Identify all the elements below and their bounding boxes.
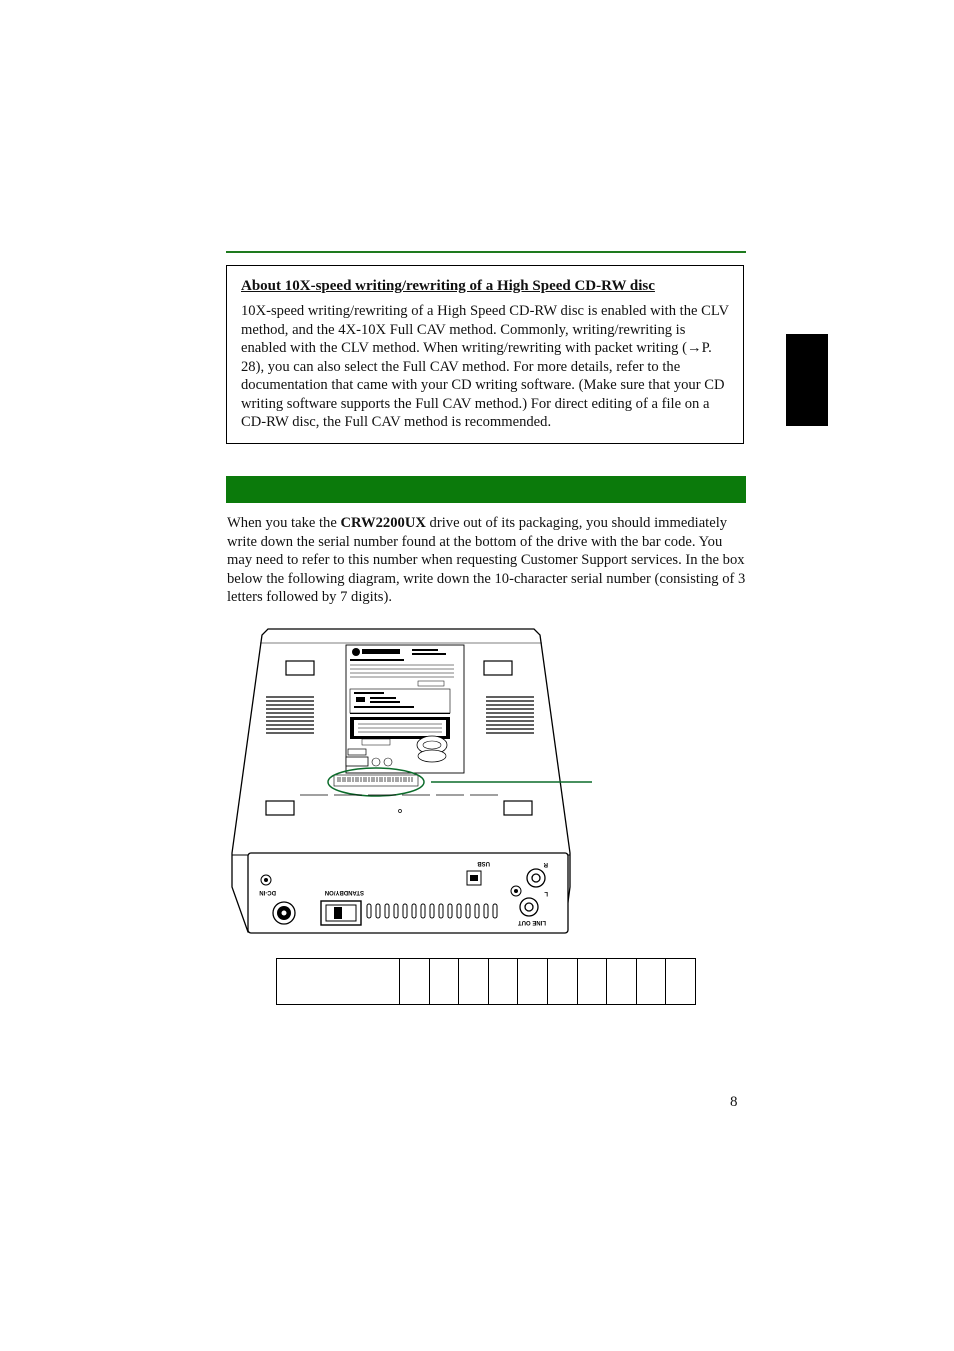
product-name: CRW2200UX: [340, 515, 426, 531]
page-number: 8: [730, 1094, 738, 1110]
section-heading-bar: [226, 476, 746, 503]
serial-barcode-label: [334, 775, 418, 786]
serial-digit-cell: [459, 959, 489, 1004]
serial-digit-cell: [489, 959, 519, 1004]
intro-paragraph: [227, 514, 747, 607]
serial-label-cell: [277, 959, 400, 1004]
rear-vent-slots: [367, 904, 497, 918]
serial-digit-cell: [548, 959, 578, 1004]
note-box: [226, 265, 744, 444]
serial-number-entry-box: [276, 958, 696, 1005]
note-title: About 10X-speed writing/rewriting of a High Speed CD-RW disc: [241, 278, 655, 294]
note-body: 10X-speed writing/rewriting of a High Speed CD-RW disc is enabled with the CLV method, and the 4X-10X Full CAV method. Commonly, writing/rewriting is enabled with the CLV method. When writing/rewriting with packet writing (→P. 28), you can also select the Full CAV method. For more details, refer to the documentation that came with your CD writing software. (Make sure that your CD writing software supports the Full CAV method.) For direct editing of a file on a CD-RW disc, the Full CAV method is recommended.: [241, 303, 729, 430]
serial-digit-cell: [666, 959, 695, 1004]
line-out-label: LINE OUT: [518, 919, 546, 925]
intro-text-post: drive out of its packaging, you should immediately write down the serial number found at the bottom of the drive with the bar code. You may need to refer to this number when requesting Customer Support services. In the box below the following diagram, write down the 10-character serial number (consisting of 3 letters followed by 7 digits).: [227, 515, 746, 605]
serial-digit-cell: [607, 959, 637, 1004]
chapter-thumb-tab: [786, 334, 828, 426]
serial-digit-cell: [430, 959, 460, 1004]
serial-digit-cell: [400, 959, 430, 1004]
drive-bottom-diagram: [226, 625, 598, 940]
serial-digit-cell: [518, 959, 548, 1004]
serial-digit-cell: [637, 959, 667, 1004]
serial-digit-cell: [578, 959, 608, 1004]
standby-on-label: STANDBY/ON: [324, 889, 364, 895]
dc-in-label: DC-IN: [259, 889, 276, 895]
usb-label: USB: [477, 860, 490, 866]
intro-text-pre: When you take the: [227, 515, 341, 531]
l-label: L: [544, 890, 548, 896]
r-label: R: [543, 861, 548, 867]
top-green-rule: [226, 251, 746, 253]
